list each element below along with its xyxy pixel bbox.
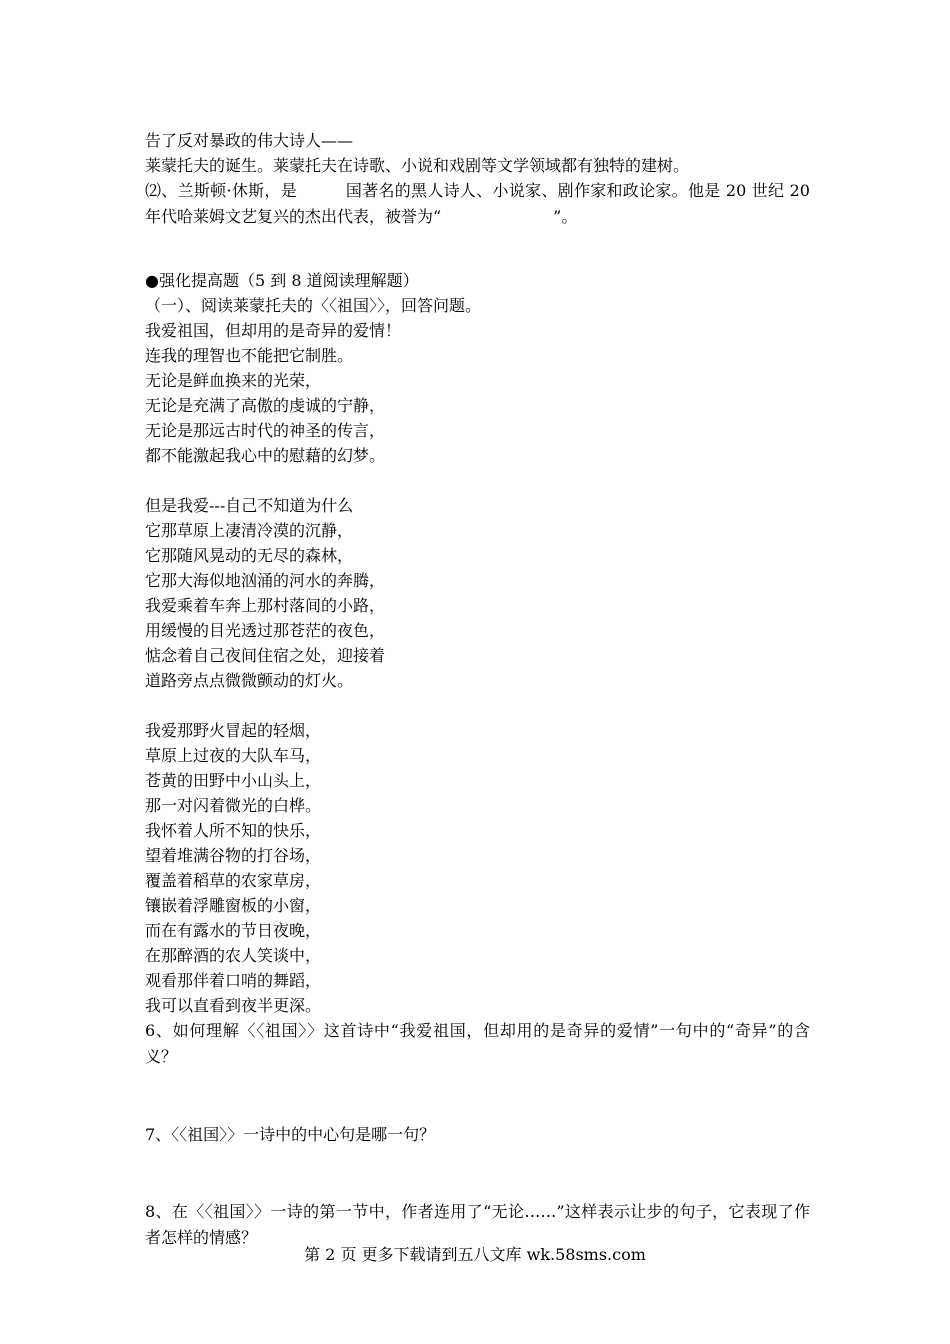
poem-line: 连我的理智也不能把它制胜。: [145, 346, 354, 365]
spacer: [145, 230, 810, 268]
poem-line: 而在有露水的节日夜晚，: [145, 921, 322, 940]
poem-line: 草原上过夜的大队车马，: [145, 746, 322, 765]
intro-line-1: 告了反对暴政的伟大诗人——: [145, 131, 354, 150]
poem-line: 但是我爱---自己不知道为什么: [145, 496, 354, 515]
poem-line: 苍黄的田野中小山头上，: [145, 771, 322, 790]
poem-line: 它那随风晃动的无尽的森林，: [145, 546, 354, 565]
poem-line: 覆盖着稻草的农家草房，: [145, 871, 322, 890]
poem-line: 道路旁点点微微颤动的灯火。: [145, 671, 354, 690]
poem-stanza-3: [145, 718, 810, 1018]
section-heading: ●强化提高题（5 到 8 道阅读理解题）: [145, 271, 419, 290]
page-content: [145, 128, 810, 1251]
poem-line: 我爱祖国，但却用的是奇异的爱情！: [145, 321, 402, 340]
poem-line: 我爱乘着车奔上那村落间的小路，: [145, 596, 386, 615]
poem-line: 它那草原上凄清冷漠的沉静，: [145, 521, 354, 540]
poem-stanza-2: [145, 493, 810, 693]
poem-line: 我怀着人所不知的快乐，: [145, 821, 322, 840]
poem-line: 观看那伴着口哨的舞蹈，: [145, 971, 322, 990]
question-8: 8、在〈〈祖国〉〉一诗的第一节中，作者连用了“无论……”这样表示让步的句子，它表现了作者怎样的情感？: [145, 1202, 810, 1247]
poem-line: 我爱那野火冒起的轻烟，: [145, 721, 322, 740]
poem-line: 那一对闪着微光的白桦。: [145, 796, 322, 815]
stanza-spacer: [145, 693, 810, 718]
poem-line: 它那大海似地汹涌的河水的奔腾，: [145, 571, 386, 590]
page-footer: 第 2 页 更多下载请到五八文库 wk.58sms.com: [304, 1245, 646, 1264]
answer-space: [145, 1070, 810, 1122]
question-7: 7、〈〈祖国〉〉一诗中的中心句是哪一句？: [145, 1125, 436, 1144]
poem-line: 无论是那远古时代的神圣的传言，: [145, 421, 386, 440]
answer-space: [145, 1147, 810, 1199]
poem-line: 无论是鲜血换来的光荣，: [145, 371, 322, 390]
poem-line: 镶嵌着浮雕窗板的小窗，: [145, 896, 322, 915]
poem-line: 无论是充满了高傲的虔诚的宁静，: [145, 396, 386, 415]
poem-line: 在那醉酒的农人笑谈中，: [145, 946, 322, 965]
poem-line: 都不能激起我心中的慰藉的幻梦。: [145, 446, 386, 465]
poem-stanza-1: [145, 318, 810, 468]
poem-line: 用缓慢的目光透过那苍茫的夜色，: [145, 621, 386, 640]
intro-line-3: ⑵、兰斯顿·休斯，是 国著名的黑人诗人、小说家、剧作家和政论家。他是 20 世纪 20 年代哈莱姆文艺复兴的杰出代表，被誉为“ ”。: [145, 181, 810, 226]
section-subheading: （一）、阅读莱蒙托夫的〈〈祖国〉〉，回答问题。: [145, 296, 482, 315]
intro-line-2: 莱蒙托夫的诞生。莱蒙托夫在诗歌、小说和戏剧等文学领域都有独特的建树。: [145, 156, 690, 175]
poem-line: 我可以直看到夜半更深。: [145, 996, 322, 1015]
question-6: 6、如何理解〈〈祖国〉〉这首诗中“我爱祖国，但却用的是奇异的爱情”一句中的“奇异”的含义？: [145, 1021, 810, 1066]
poem-line: 惦念着自己夜间住宿之处，迎接着: [145, 646, 386, 665]
poem-line: 望着堆满谷物的打谷场，: [145, 846, 322, 865]
stanza-spacer: [145, 468, 810, 493]
